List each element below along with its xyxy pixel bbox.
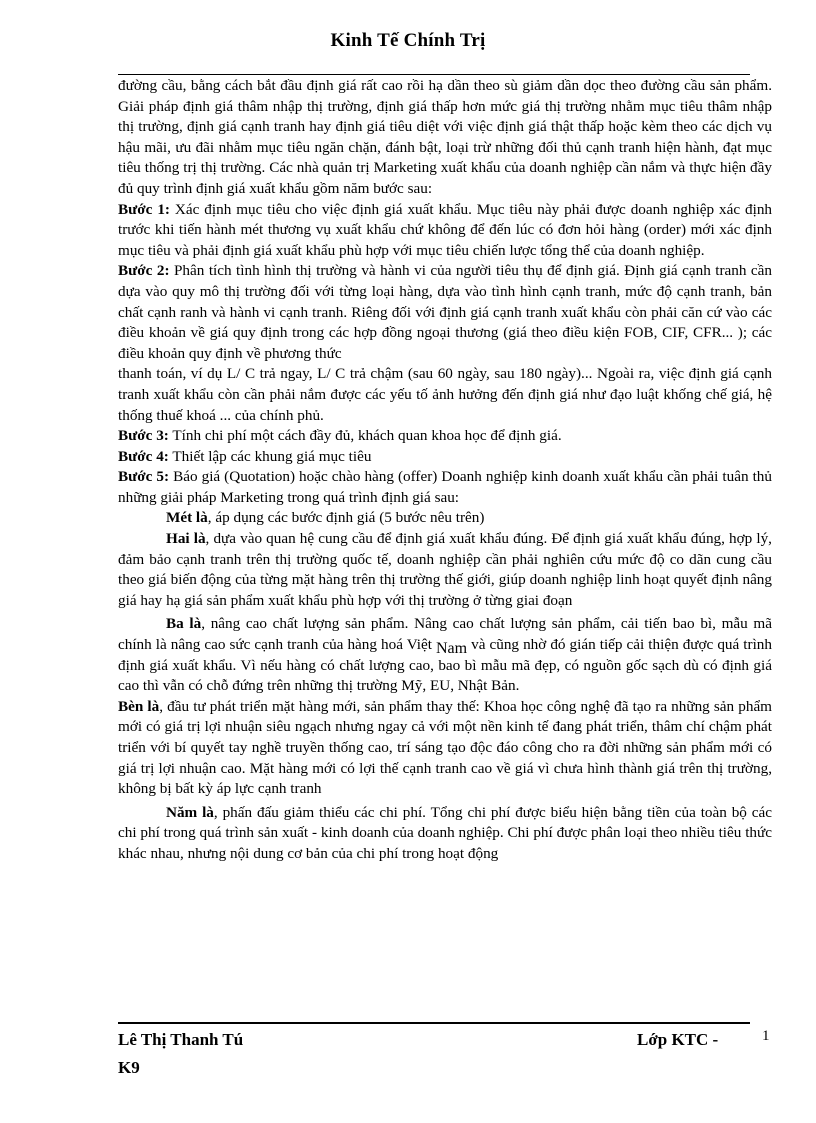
paragraph-intro: đường cầu, bằng cách bắt đầu định giá rất cao rồi hạ dần theo sù giảm dần dọc theo đường cầu sản phẩm. Giải pháp định giá thâm nhập thị trường, định giá thấp hơn mức giá thị trường nhằm mục tiêu thâm nhập thị trường, định giá cạnh tranh hay định giá tiêu diệt với việc định giá thật thấp hoặc kèm theo các dịch vụ hậu mãi, ưu đãi nhằm mục tiêu ngăn chặn, đánh bật, loại trừ những đối thủ cạnh tranh hiện hành, đạt mục tiêu thống trị thị trường. Các nhà quản trị Marketing xuất khẩu của doanh nghiệp cần nắm và thực hiện đầy đủ quy trình định giá xuất khẩu gồm năm bước sau:	[118, 77, 772, 197]
footer-class-label: Lớp KTC -	[637, 1030, 719, 1049]
step-5-label: Bước 5:	[118, 468, 170, 486]
step-1-text: Xác định mục tiêu cho việc định giá xuất khẩu. Mục tiêu này phải được doanh nghiệp xác định trước khi tiến hành mét thương vụ xuất khẩu chứ không để đến lúc có đơn hỏi hàng (order) mới xác định mục tiêu và phải định giá xuất khẩu phù hợp với mục tiêu chiến lược tổng thể của doanh nghiệp.	[118, 200, 773, 259]
solution-3-text-a: , nâng cao chất lượng sản phẩm. Nâng cao chất lượng sản phẩm, cải tiến bao bì, mẫu mã chính là nâng cao sức cạnh tranh của hàng hoá Việt	[118, 615, 772, 654]
solution-4-paragraph	[118, 697, 772, 800]
step-5-text: Báo giá (Quotation) hoặc chào hàng (offer) Doanh nghiệp kinh doanh xuất khẩu cần phải tuân thủ những giải pháp Marketing trong quá trình định giá sau:	[118, 468, 772, 506]
solution-4-label: Bèn là	[118, 697, 160, 715]
solution-3-text-b: và cũng nhờ đó gián tiếp cải thiện được quá trình định giá xuất khẩu. Vì nếu hàng có chất lượng cao, bao bì mẫu mã đẹp, có nguồn gốc sạch dù có định giá cao thì vẫn có chỗ đứng trên những thị trường Mỹ, EU, Nhật Bản.	[118, 636, 772, 695]
solution-5-text: , phấn đấu giảm thiểu các chi phí. Tổng chi phí được biểu hiện bằng tiền của toàn bộ các chi phí trong quá trình sản xuất - kinh doanh của doanh nghiệp. Chi phí được phân loại theo nhiều tiêu thức khác nhau, nhưng nội dung cơ bản của chi phí trong hoạt động	[118, 803, 772, 862]
solution-1-text: , áp dụng các bước định giá (5 bước nêu trên)	[207, 509, 485, 527]
step-4-paragraph	[118, 447, 772, 468]
step-1-paragraph	[118, 200, 772, 262]
step-4-label: Bước 4:	[118, 447, 169, 465]
step-2-paragraph	[118, 261, 772, 364]
solution-2-label: Hai là	[166, 530, 206, 548]
step-2-label: Bước 2:	[118, 262, 170, 280]
solution-5-paragraph	[118, 803, 772, 865]
solution-2-text: , dựa vào quan hệ cung cầu để định giá xuất khẩu đúng. Để định giá xuất khẩu đúng, hợp lý, đảm bảo cạnh tranh trên thị trường quốc tế, doanh nghiệp cần phải nghiên cứu mức độ co dãn cung cầu theo giá biến động của từng mặt hàng trên thị trường thế giới, giúp doanh nghiệp linh hoạt quyết định nâng giá hay hạ giá sản phẩm xuất khẩu phù hợp với thị trường ở từng giai đoạn	[118, 530, 772, 609]
header-rule	[118, 74, 750, 75]
solution-5-label: Năm là	[166, 803, 214, 821]
solution-4-text: , đầu tư phát triển mặt hàng mới, sản phẩm thay thế: Khoa học công nghệ đã tạo ra những sản phẩm mới có giá trị lợi nhuận siêu ngạch nhưng ngay cả với một nền kinh tế đang phát triển, thâm chí chậm phát triển với bí quyết tay nghề truyền thống cao, trí sáng tạo độc đáo công cho ra đời những sản phẩm mới có giá trị lợi nhuận cao. Mặt hàng mới có lợi thế cạnh tranh cao về giá vì chưa hình thành giá trên thị trường, không bị bất kỳ áp lực cạnh tranh	[118, 697, 772, 798]
step-2-continuation: thanh toán, ví dụ L/ C trả ngay, L/ C trả chậm (sau 60 ngày, sau 180 ngày)... Ngoài ra, việc định giá cạnh tranh xuất khẩu còn cần phải nắm được các yếu tố ảnh hưởng đến định giá như đạo luật khống chế giá, hệ thống thuế khoá ... của chính phủ.	[118, 365, 772, 424]
document-body	[118, 76, 772, 865]
step-3-text: Tính chi phí một cách đầy đủ, khách quan khoa học để định giá.	[168, 427, 562, 445]
solution-1-label: Mét là	[166, 509, 208, 527]
solution-3-subscript: Nam	[435, 640, 468, 658]
step-5-paragraph	[118, 467, 772, 508]
footer-class-suffix: K9	[118, 1058, 140, 1077]
solution-1-paragraph	[118, 508, 772, 529]
solution-2-paragraph	[118, 529, 772, 611]
page-number: 1	[762, 1028, 770, 1044]
footer-rule	[118, 1022, 750, 1024]
footer-author: Lê Thị Thanh Tú	[118, 1030, 244, 1049]
step-1-label: Bước 1:	[118, 200, 170, 218]
step-4-text: Thiết lập các khung giá mục tiêu	[168, 447, 372, 465]
solution-3-paragraph	[118, 614, 772, 696]
step-3-paragraph	[118, 426, 772, 447]
page-header-title: Kinh Tế Chính Trị	[330, 30, 486, 51]
solution-3-label: Ba là	[166, 615, 202, 633]
step-2-text: Phân tích tình hình thị trường và hành vi của người tiêu thụ để định giá. Định giá cạnh tranh cần dựa vào quy mô thị trường đối với từng loại hàng, dựa vào tình hình cạnh tranh, mức độ cạnh tranh, bản chất cạnh ranh và hành vi cạnh tranh. Riêng đối với định giá cạnh tranh xuất khẩu còn phải căn cứ vào các điều khoản về giá quy định trong các hợp đồng ngoại thương (giá theo điều kiện FOB, CIF, CFR... ); các điều khoản quy định về phương thức	[118, 262, 772, 362]
step-3-label: Bước 3:	[118, 427, 169, 445]
